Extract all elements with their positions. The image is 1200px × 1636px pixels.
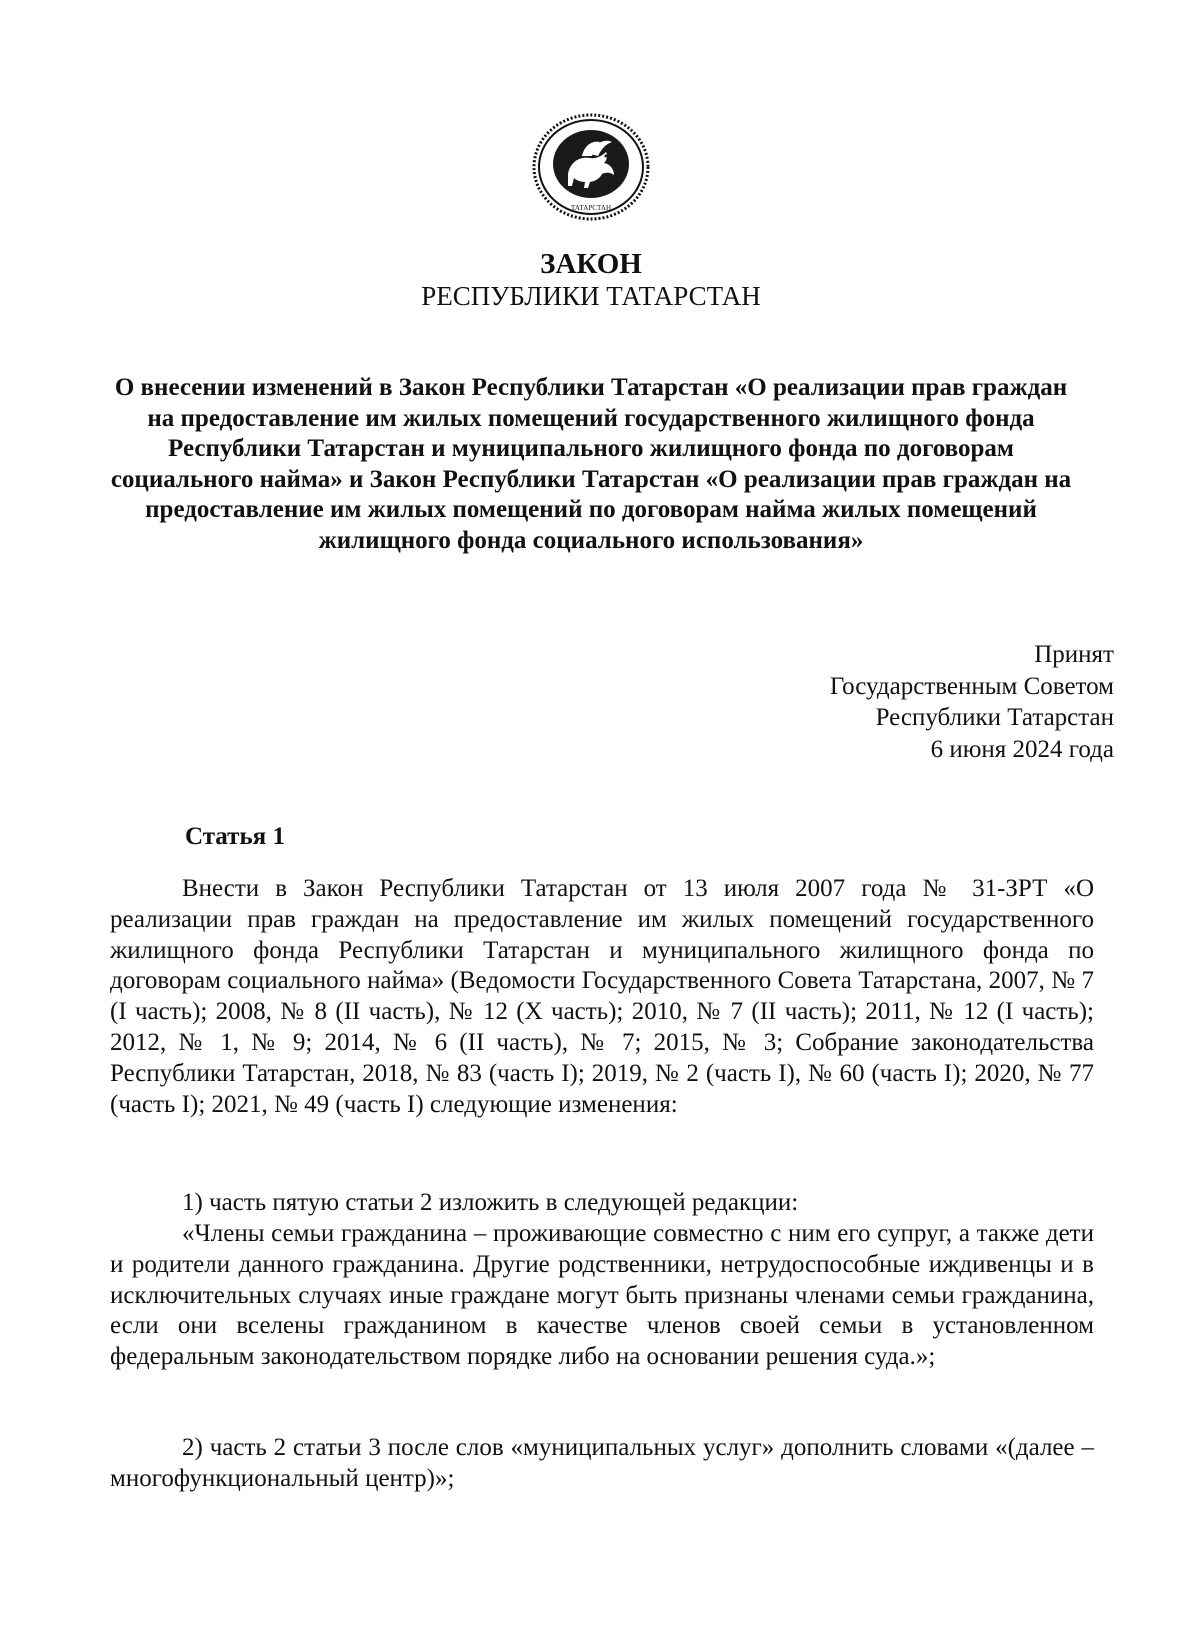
article-item-2: 2) часть 2 статьи 3 после слов «муниципальных услуг» дополнить словами «(далее – многофункциональный центр)»; <box>110 1434 1094 1492</box>
law-subtitle: РЕСПУБЛИКИ ТАТАРСТАН <box>421 281 761 311</box>
law-title: ЗАКОН <box>540 248 642 280</box>
adoption-line-republic: Республики Татарстан <box>875 704 1114 731</box>
article-item-1-quote: «Члены семьи гражданина – проживающие совместно с ним его супруг, а также дети и родители данного гражданина. Другие родственники, нетрудоспособные иждивенцы и в исключительных случаях иные граждане могут быть признаны членами семьи гражданина, если они вселены гражданином в качестве членов своей семьи в установленном федеральным законодательством порядке либо на основании решения суда.»; <box>110 1220 1094 1371</box>
adoption-block <box>830 639 1114 765</box>
adoption-line-council: Государственным Советом <box>829 672 1114 700</box>
adoption-date: 6 июня 2024 года <box>930 735 1114 763</box>
article-title: Статья 1 <box>185 823 285 850</box>
article-item-1: 1) часть пятую статьи 2 изложить в следующей редакции: <box>182 1189 799 1216</box>
tatarstan-emblem-icon <box>530 112 652 222</box>
adoption-line-accepted: Принят <box>1034 641 1114 668</box>
article-intro-paragraph: Внести в Закон Республики Татарстан от 13 июля 2007 года № 31-ЗРТ «О реализации прав граждан на предоставление им жилых помещений государственного жилищного фонда Республики Татарстан и муниципального жилищного фонда по договорам социального найма» (Ведомости Государственного Совета Татарстана, 2007, № 7 (I часть); 2008, № 8 (II часть), № 12 (X часть); 2010, № 7 (II часть); 2011, № 12 (I часть); 2012, № 1, № 9; 2014, № 6 (II часть), № 7; 2015, № 3; Собрание законодательства Республики Татарстан, 2018, № 83 (часть I); 2019, № 2 (часть I), № 60 (часть I); 2020, № 77 (часть I); 2021, № 49 (часть I) следующие изменения: <box>110 875 1094 1118</box>
emblem-ring-text: ТАТАРСТАН <box>570 204 612 212</box>
document-heading: О внесении изменений в Закон Республики Татарстан «О реализации прав граждан на предоставление им жилых помещений государственного жилищного фонда Республики Татарстан и муниципального жилищного фонда по договорам социального найма» и Закон Республики Татарстан «О реализации прав граждан на предоставление им жилых помещений по договорам найма жилых помещений жилищного фонда социального использования» <box>110 374 1072 554</box>
